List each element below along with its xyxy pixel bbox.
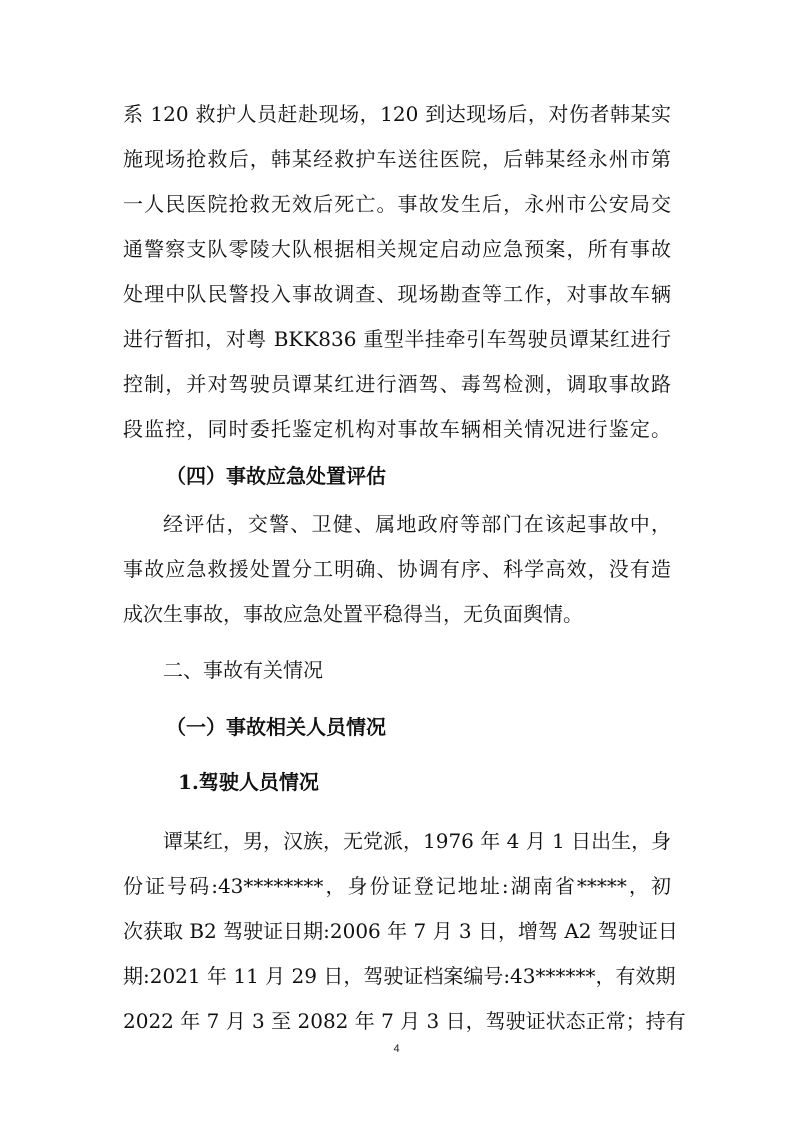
- subsection-heading: 1.驾驶人员情况: [178, 770, 319, 794]
- section-heading: （一）事故相关人员情况: [166, 715, 386, 739]
- paragraph-line: 通警察支队零陵大队根据相关规定启动应急预案，所有事故: [123, 237, 671, 261]
- paragraph-line: 成次生事故，事故应急处置平稳得当，无负面舆情。: [123, 602, 583, 626]
- page-number: 4: [393, 1043, 400, 1055]
- paragraph-line: 段监控，同时委托鉴定机构对事故车辆相关情况进行鉴定。: [123, 417, 671, 441]
- paragraph-line: 次获取 B2 驾驶证日期:2006 年 7 月 3 日，增驾 A2 驾驶证日: [123, 919, 678, 943]
- paragraph-line: 控制，并对驾驶员谭某红进行酒驾、毒驾检测，调取事故路: [123, 372, 671, 396]
- paragraph-line: 份证号码:43********，身份证登记地址:湖南省*****，初: [123, 874, 671, 898]
- paragraph-line: 谭某红，男，汉族，无党派，1976 年 4 月 1 日出生，身: [163, 829, 672, 853]
- paragraph-line: 进行暂扣，对粤 BKK836 重型半挂牵引车驾驶员谭某红进行: [123, 327, 671, 351]
- paragraph-line: 处理中队民警投入事故调查、现场勘查等工作，对事故车辆: [123, 282, 671, 306]
- paragraph-line: 期:2021 年 11 月 29 日，驾驶证档案编号:43******，有效期: [123, 964, 676, 988]
- paragraph-line: 经评估，交警、卫健、属地政府等部门在该起事故中，: [163, 512, 671, 536]
- paragraph-line: 系 120 救护人员赶赴现场，120 到达现场后，对伤者韩某实: [123, 102, 671, 126]
- paragraph-line: 一人民医院抢救无效后死亡。事故发生后，永州市公安局交: [123, 192, 671, 216]
- paragraph-line: 2022 年 7 月 3 至 2082 年 7 月 3 日，驾驶证状态正常；持有: [123, 1009, 686, 1033]
- section-heading: （四）事故应急处置评估: [166, 464, 386, 488]
- paragraph-line: 事故应急救援处置分工明确、协调有序、科学高效，没有造: [123, 557, 671, 581]
- chapter-heading: 二、事故有关情况: [163, 658, 323, 682]
- paragraph-line: 施现场抢救后，韩某经救护车送往医院，后韩某经永州市第: [123, 147, 671, 171]
